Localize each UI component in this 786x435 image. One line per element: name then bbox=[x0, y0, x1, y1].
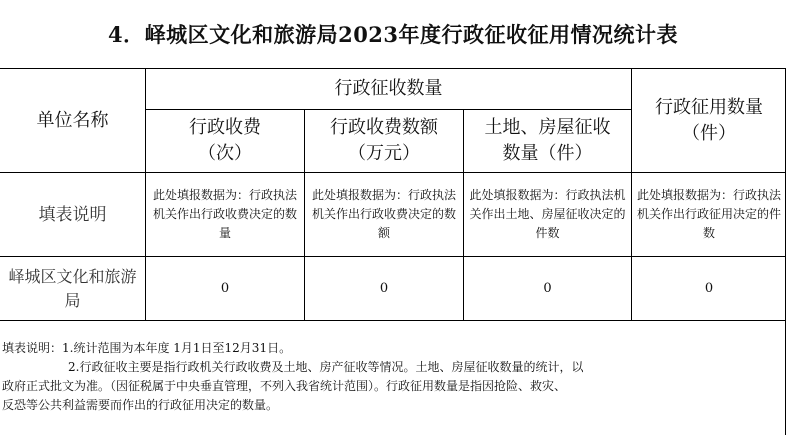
header-unit-name-text: 单位名称 bbox=[36, 109, 109, 131]
instructions-fee-count: 此处填报数据为：行政执法机关作出行政收费决定的数量 bbox=[146, 173, 305, 257]
header-land-line1: 土地、房屋征收 bbox=[484, 117, 611, 138]
instructions-requisition: 此处填报数据为：行政执法机关作出行政征用决定的件数 bbox=[632, 173, 786, 257]
header-requisition-count bbox=[632, 68, 786, 173]
header-requisition-line2: （件） bbox=[682, 122, 736, 144]
header-fee-amount-line2: （万元） bbox=[348, 143, 420, 164]
header-group-text: 行政征收数量 bbox=[334, 78, 443, 99]
data-unit-name: 峄城区文化和旅游局 bbox=[0, 257, 146, 320]
footnote-line-2: 2.行政征收主要是指行政机关行政收费及土地、房产征收等情况。土地、房屋征收数量的统计，以 bbox=[68, 360, 584, 374]
data-fee-amount: 0 bbox=[305, 257, 464, 320]
header-land-line2: 数量（件） bbox=[502, 143, 593, 164]
header-fee-amount bbox=[305, 110, 464, 173]
instructions-label-text: 填表说明 bbox=[38, 204, 107, 225]
statistics-table bbox=[0, 68, 786, 435]
data-land: 0 bbox=[464, 257, 632, 320]
instructions-land: 此处填报数据为：行政执法机关作出土地、房屋征收决定的件数 bbox=[464, 173, 632, 257]
header-land-house bbox=[464, 110, 632, 173]
header-fee-count-line1: 行政收费 bbox=[189, 117, 261, 138]
page-title: 4．峄城区文化和旅游局2023年度行政征收征用情况统计表 bbox=[107, 22, 679, 47]
header-fee-amount-line1: 行政收费数额 bbox=[330, 117, 438, 138]
footnote-line-3: 政府正式批文为准。（因征税属于中央垂直管理，不列入我省统计范围）。行政征用数量是指因抢险、救灾、 bbox=[2, 379, 567, 393]
footnote-line-1: 填表说明：1.统计范围为本年度 1月1日至12月31日。 bbox=[2, 341, 292, 355]
header-unit-name bbox=[0, 68, 146, 173]
header-group-collection bbox=[146, 68, 632, 110]
instructions-fee-amount: 此处填报数据为：行政执法机关作出行政收费决定的数额 bbox=[305, 173, 464, 257]
header-fee-count bbox=[146, 110, 305, 173]
footnote-line-4: 反恐等公共利益需要而作出的行政征用决定的数量。 bbox=[2, 398, 279, 412]
header-requisition-line1: 行政征用数量 bbox=[655, 96, 763, 118]
footnotes bbox=[0, 320, 786, 435]
data-fee-count: 0 bbox=[146, 257, 305, 320]
header-fee-count-line2: （次） bbox=[198, 143, 252, 164]
instructions-label bbox=[0, 173, 146, 257]
data-requisition: 0 bbox=[704, 281, 714, 296]
